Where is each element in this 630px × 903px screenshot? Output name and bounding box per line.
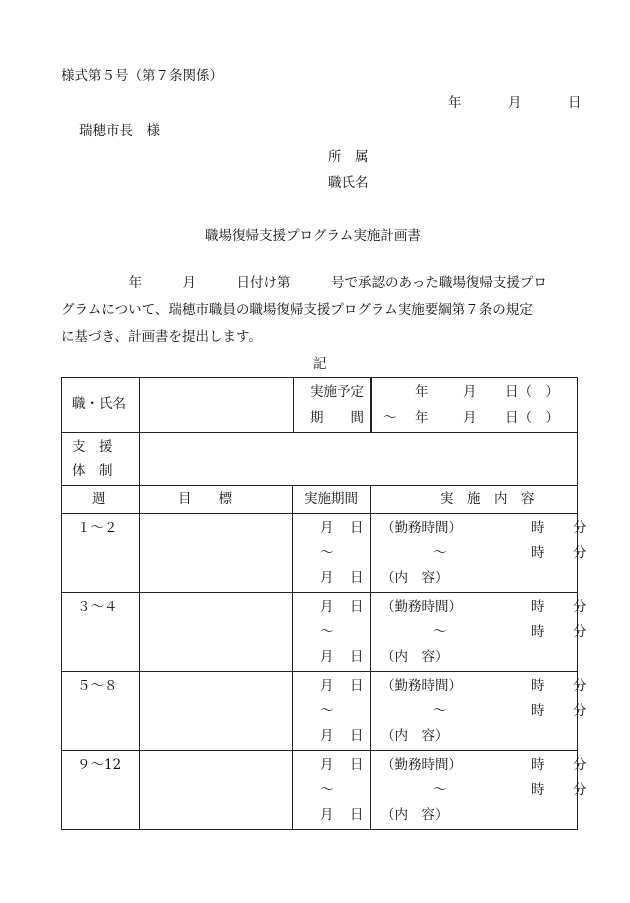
work-hours-label: （勤務時間） — [381, 599, 462, 615]
week-row — [62, 751, 578, 830]
week-label: １～２ — [77, 520, 118, 536]
week-cell — [62, 514, 140, 593]
work-hours-label: （勤務時間） — [381, 520, 462, 536]
period-day-end: 日 — [350, 807, 364, 823]
week-cell — [62, 593, 140, 672]
support-label-1: 支 援 — [72, 439, 113, 455]
period-label-top: 実施予定 — [310, 384, 364, 400]
week-row — [62, 593, 578, 672]
week-cell — [62, 751, 140, 830]
hour-label-end: 時 — [531, 703, 545, 719]
hour-label-end: 時 — [531, 782, 545, 798]
period-cell[interactable] — [293, 751, 371, 830]
body-line-1: 年 月 日付け第 号で承認のあった職場復帰支援プロ — [61, 275, 547, 291]
body-line-3: に基づき、計画書を提出します。 — [61, 329, 262, 345]
goal-cell[interactable] — [140, 593, 293, 672]
hour-label-end: 時 — [531, 545, 545, 561]
date-day: 日 — [568, 95, 582, 111]
hours-tilde: ～ — [433, 782, 447, 798]
period-month: 月 — [320, 520, 334, 536]
col-content-header — [371, 486, 578, 514]
period-tilde: ～ — [320, 703, 334, 719]
period-label-bottom: 期 間 — [310, 410, 364, 426]
content-cell[interactable] — [371, 672, 587, 751]
week-cell — [62, 672, 140, 751]
week-label: ３～４ — [77, 599, 118, 615]
hour-label: 時 — [531, 757, 545, 773]
plan-table — [61, 377, 587, 830]
period-day-end: 日 — [350, 570, 364, 586]
minute-label: 分 — [573, 599, 587, 615]
col-content-label: 実 施 内 容 — [440, 491, 535, 507]
goal-cell[interactable] — [140, 514, 293, 593]
period-cell[interactable] — [293, 514, 371, 593]
minute-label: 分 — [573, 757, 587, 773]
period-tilde: ～ — [320, 624, 334, 640]
period-month: 月 — [320, 757, 334, 773]
minute-label-end: 分 — [573, 782, 587, 798]
hour-label: 時 — [531, 520, 545, 536]
content-label: （内 容） — [381, 570, 449, 586]
work-hours-label: （勤務時間） — [381, 678, 462, 694]
addressee: 瑞穂市長 様 — [79, 123, 160, 139]
week-label: ９～12 — [77, 757, 122, 773]
period-month-end: 月 — [320, 807, 334, 823]
affiliation-label: 所 属 — [328, 149, 369, 165]
period-day: 日 — [350, 520, 364, 536]
support-label-cell — [62, 433, 140, 486]
period-month-end: 月 — [320, 570, 334, 586]
col-goal-header — [140, 486, 293, 514]
minute-label: 分 — [573, 520, 587, 536]
header-row-name — [62, 378, 578, 433]
hour-label-end: 時 — [531, 624, 545, 640]
minute-label: 分 — [573, 678, 587, 694]
column-header-row — [62, 486, 578, 514]
week-label: ５～８ — [77, 678, 118, 694]
hour-label: 時 — [531, 599, 545, 615]
content-cell[interactable] — [371, 751, 587, 830]
applicant-name-label: 職氏名 — [328, 175, 369, 191]
col-week-header — [62, 486, 140, 514]
period-month-end: 月 — [320, 649, 334, 665]
period-day-end: 日 — [350, 649, 364, 665]
document-title: 職場復帰支援プログラム実施計画書 — [205, 228, 421, 244]
support-label-2: 体 制 — [72, 463, 113, 479]
name-value-cell[interactable] — [140, 378, 371, 433]
content-label: （内 容） — [381, 649, 449, 665]
col-week-label: 週 — [92, 491, 106, 507]
hours-tilde: ～ — [433, 703, 447, 719]
period-day: 日 — [350, 757, 364, 773]
period-day-end: 日 — [350, 728, 364, 744]
col-goal-label: 目 標 — [178, 491, 232, 507]
period-cell[interactable] — [293, 672, 371, 751]
hour-label: 時 — [531, 678, 545, 694]
period-value-cell[interactable] — [371, 378, 578, 433]
period-day: 日 — [350, 678, 364, 694]
support-row — [62, 433, 578, 486]
name-label: 職・氏名 — [72, 396, 126, 412]
minute-label-end: 分 — [573, 703, 587, 719]
minute-label-end: 分 — [573, 624, 587, 640]
week-row — [62, 514, 578, 593]
to-month: 月 — [463, 410, 477, 426]
date-year: 年 — [448, 95, 462, 111]
minute-label-end: 分 — [573, 545, 587, 561]
period-month: 月 — [320, 599, 334, 615]
period-cell[interactable] — [293, 593, 371, 672]
goal-cell[interactable] — [140, 751, 293, 830]
content-cell[interactable] — [371, 514, 587, 593]
content-label: （内 容） — [381, 728, 449, 744]
content-cell[interactable] — [371, 593, 587, 672]
col-period-header — [293, 486, 371, 514]
name-label-cell — [62, 378, 140, 433]
period-tilde: ～ — [320, 782, 334, 798]
hours-tilde: ～ — [433, 545, 447, 561]
from-month: 月 — [463, 384, 477, 400]
from-day: 日（ ） — [505, 384, 559, 400]
content-label: （内 容） — [381, 807, 449, 823]
to-year: 年 — [415, 410, 429, 426]
body-line-2: グラムについて、瑞穂市職員の職場復帰支援プログラム実施要綱第７条の規定 — [61, 302, 533, 318]
goal-cell[interactable] — [140, 672, 293, 751]
date-month: 月 — [508, 95, 522, 111]
work-hours-label: （勤務時間） — [381, 757, 462, 773]
form-label: 様式第５号（第７条関係） — [61, 68, 223, 84]
period-day: 日 — [350, 599, 364, 615]
period-month: 月 — [320, 678, 334, 694]
from-year: 年 — [415, 384, 429, 400]
hours-tilde: ～ — [433, 624, 447, 640]
ki-marker: 記 — [313, 356, 327, 372]
period-month-end: 月 — [320, 728, 334, 744]
col-period-label: 実施期間 — [304, 491, 358, 507]
week-row — [62, 672, 578, 751]
support-value-cell[interactable] — [140, 433, 578, 486]
period-tilde: ～ — [320, 545, 334, 561]
to-day: 日（ ） — [505, 410, 559, 426]
to-tilde: ～ — [383, 410, 397, 426]
